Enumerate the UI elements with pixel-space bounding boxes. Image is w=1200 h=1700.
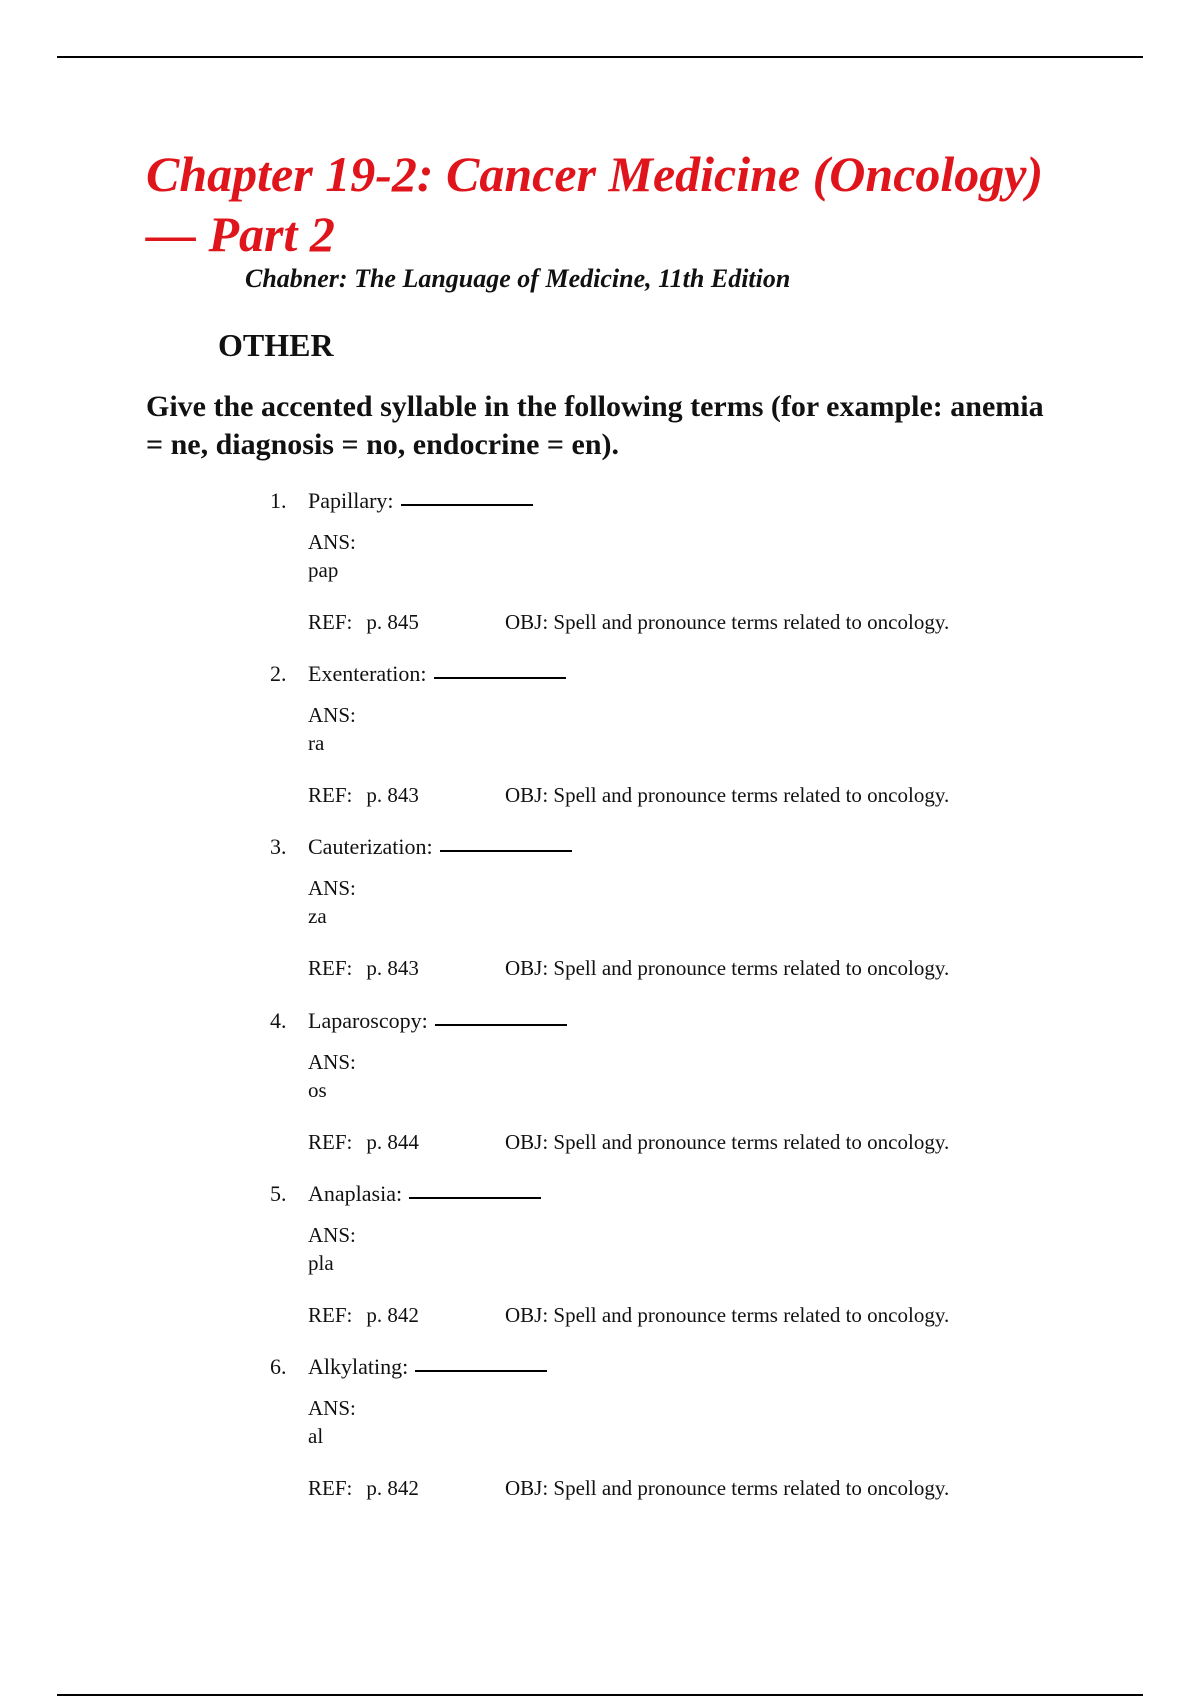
page-title: Chapter 19-2: Cancer Medicine (Oncology) — Part 2 [146,146,1044,262]
objective: OBJ: Spell and pronounce terms related to oncology. [505,783,950,807]
answer-value: ra [308,731,325,755]
question-number: 4. [270,1008,287,1033]
objective: OBJ: Spell and pronounce terms related to oncology. [505,1130,950,1154]
question-number: 1. [270,488,287,513]
answer-label: ANS: [308,1223,356,1247]
question-item [270,488,1070,634]
question-item [270,1181,1070,1327]
question-term: Exenteration: [308,661,427,686]
answer-value: za [308,904,327,928]
question-term: Cauterization: [308,834,433,859]
question-number: 6. [270,1354,287,1379]
reference-label: REF: [308,1130,353,1154]
section-heading: OTHER [218,327,334,363]
page-subtitle: Chabner: The Language of Medicine, 11th Edition [245,264,791,293]
answer-value: al [308,1424,324,1448]
answer-blank [434,677,566,679]
answer-label: ANS: [308,876,356,900]
reference-label: REF: [308,1476,353,1500]
answer-value: os [308,1078,327,1102]
answer-label: ANS: [308,1396,356,1420]
question-term: Anaplasia: [308,1181,403,1206]
reference-page: p. 843 [366,956,419,980]
objective: OBJ: Spell and pronounce terms related to oncology. [505,1303,950,1327]
answer-label: ANS: [308,1050,356,1074]
reference-label: REF: [308,956,353,980]
objective: OBJ: Spell and pronounce terms related to oncology. [505,610,950,634]
answer-label: ANS: [308,530,356,554]
reference-label: REF: [308,610,353,634]
question-term: Papillary: [308,488,394,513]
question-item [270,661,1070,807]
reference-label: REF: [308,1303,353,1327]
reference [308,610,419,635]
reference-page: p. 842 [366,1303,419,1327]
question-term: Laparoscopy: [308,1008,428,1033]
reference [308,783,419,808]
reference-page: p. 845 [366,610,419,634]
instructions: Give the accented syllable in the following terms (for example: anemia = ne, diagnosis = no, endocrine = en). [146,390,1044,461]
answer-value: pla [308,1251,334,1275]
reference [308,1303,419,1328]
answer-label: ANS: [308,703,356,727]
answer-blank [440,850,572,852]
reference-page: p. 844 [366,1130,419,1154]
reference-label: REF: [308,783,353,807]
answer-blank [415,1370,547,1372]
reference-page: p. 843 [366,783,419,807]
reference [308,1476,419,1501]
answer-blank [435,1024,567,1026]
reference [308,956,419,981]
objective: OBJ: Spell and pronounce terms related to oncology. [505,956,950,980]
reference [308,1130,419,1155]
question-number: 5. [270,1181,287,1206]
top-rule [57,56,1143,58]
question-item [270,834,1070,980]
question-term: Alkylating: [308,1354,409,1379]
question-item [270,1008,1070,1154]
objective: OBJ: Spell and pronounce terms related to oncology. [505,1476,950,1500]
question-number: 3. [270,834,287,859]
answer-value: pap [308,558,339,582]
reference-page: p. 842 [366,1476,419,1500]
answer-blank [409,1197,541,1199]
question-item [270,1354,1070,1500]
bottom-rule [57,1694,1143,1696]
answer-blank [401,504,533,506]
question-number: 2. [270,661,287,686]
